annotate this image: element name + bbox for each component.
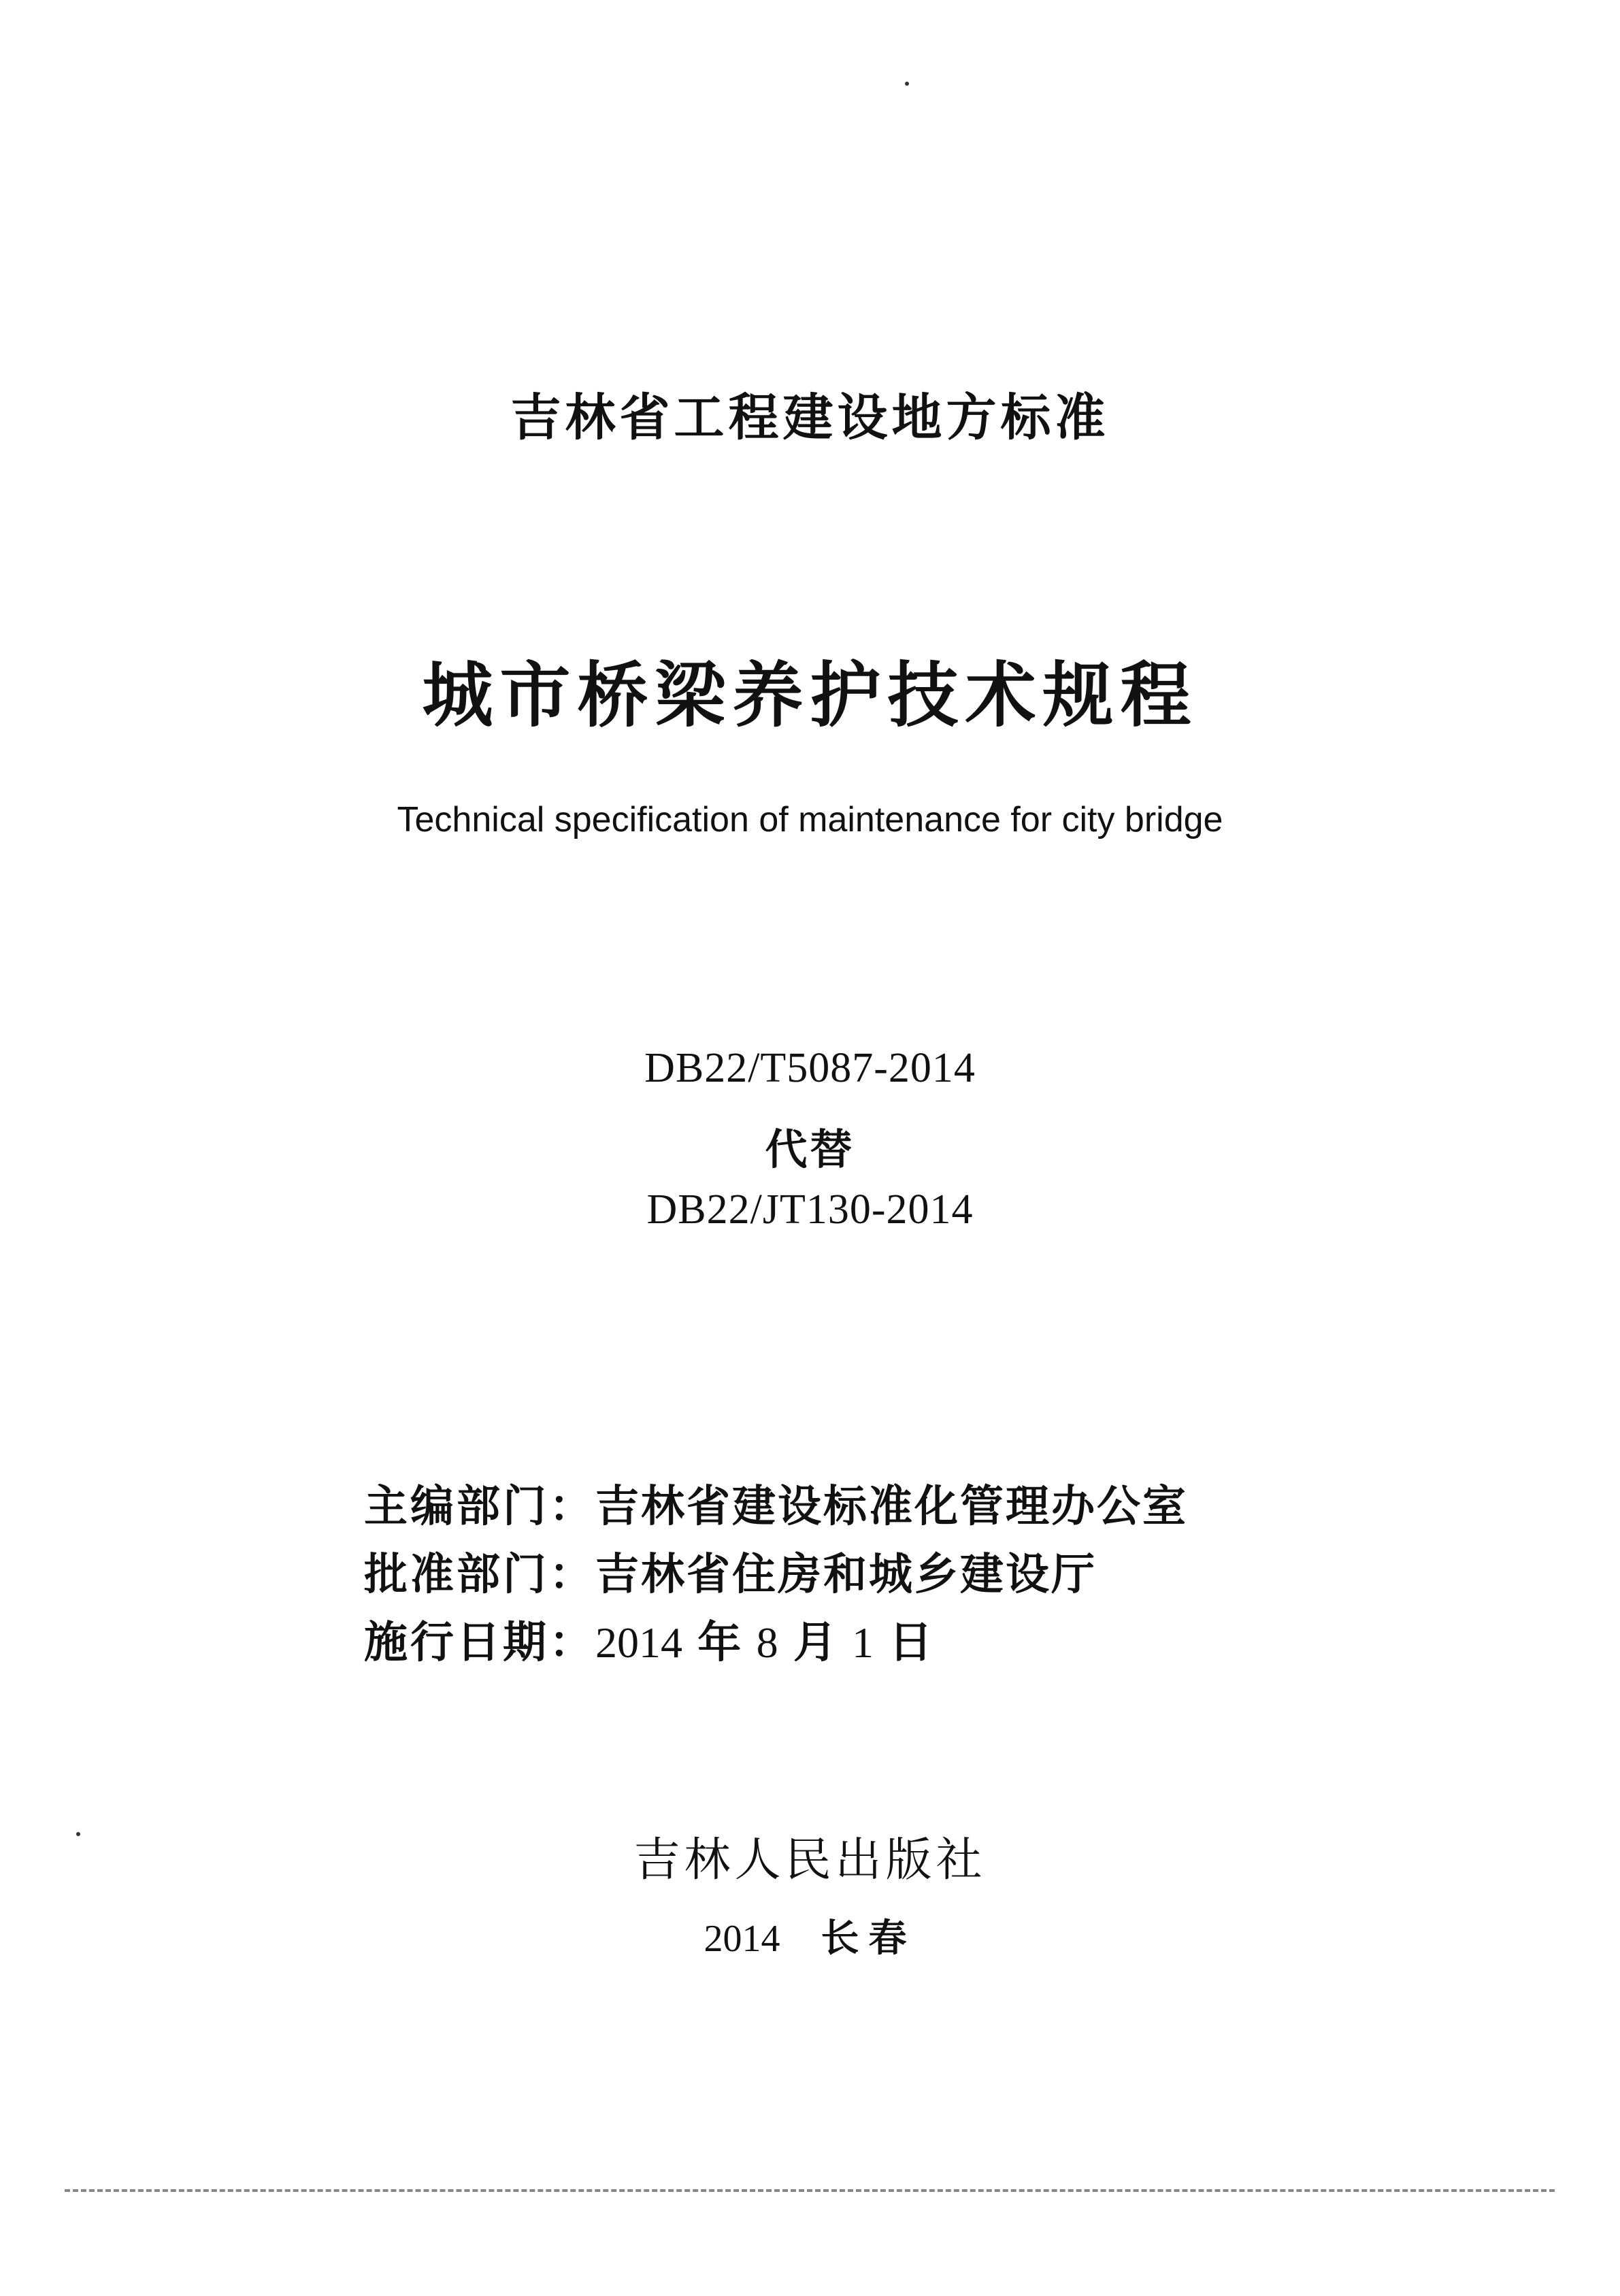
standard-code: DB22/T5087-2014 <box>644 1045 976 1091</box>
effective-month: 8 <box>756 1618 778 1667</box>
effective-month-unit: 月 <box>793 1618 837 1668</box>
publication-line <box>0 1908 1620 1963</box>
approver-row <box>364 1541 1188 1609</box>
effective-date-row <box>364 1609 1188 1677</box>
effective-day-unit: 日 <box>889 1618 933 1668</box>
replaced-code: DB22/JT130-2014 <box>646 1186 974 1233</box>
publication-year: 2014 <box>704 1918 780 1960</box>
effective-year: 2014 <box>595 1618 682 1667</box>
approver-label: 批准部门： <box>364 1550 595 1600</box>
document-title-chinese: 城市桥梁养护技术规程 <box>422 654 1198 737</box>
effective-year-unit: 年 <box>697 1618 742 1668</box>
publisher-name: 吉林人民出版社 <box>633 1833 987 1887</box>
document-info <box>364 1473 1188 1677</box>
scan-edge-line <box>65 2189 1555 2192</box>
standard-series: 吉林省工程建设地方标准 <box>510 388 1110 447</box>
editor-value: 吉林省建设标准化管理办公室 <box>595 1482 1188 1532</box>
publication-city: 长春 <box>821 1916 916 1961</box>
replaces-label: 代替 <box>765 1125 855 1174</box>
effective-date-label: 施行日期： <box>364 1618 595 1668</box>
effective-day: 1 <box>852 1618 874 1667</box>
document-title-english: Technical specification of maintenance for city bridge <box>397 800 1223 839</box>
scan-speck <box>905 82 909 86</box>
editor-row <box>364 1473 1188 1541</box>
approver-value: 吉林省住房和城乡建设厅 <box>595 1550 1097 1600</box>
editor-label: 主编部门： <box>364 1482 595 1532</box>
